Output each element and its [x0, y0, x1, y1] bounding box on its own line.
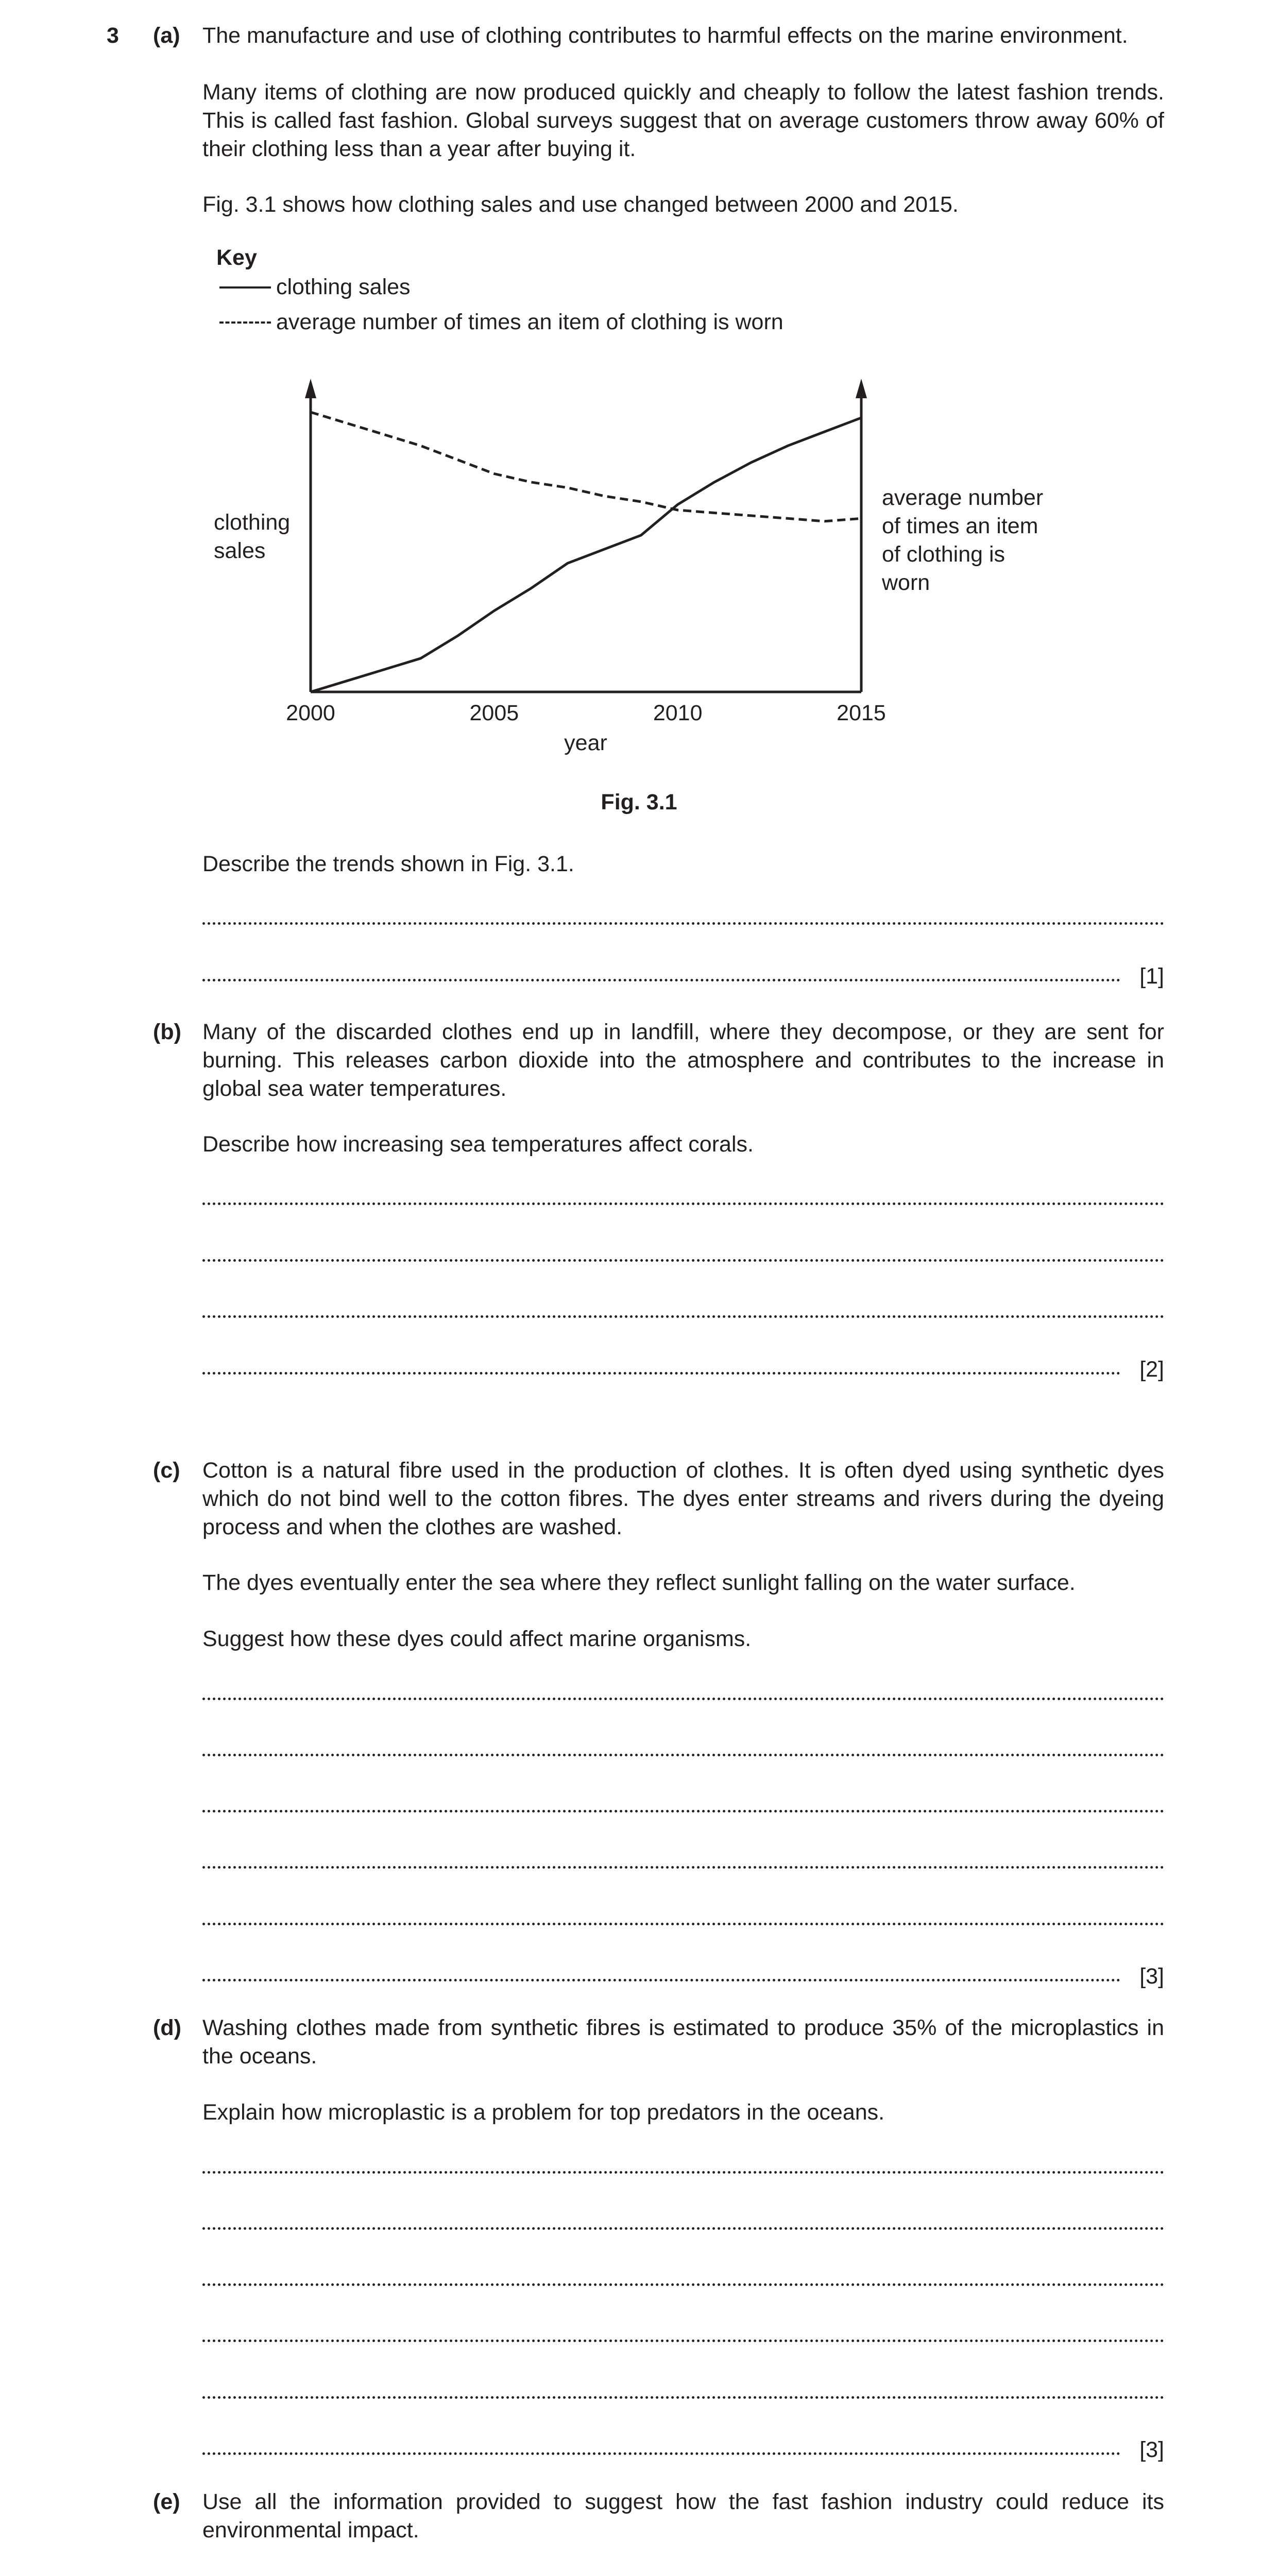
answer-line[interactable]: [202, 1259, 1164, 1262]
part-e-prompt: Use all the information provided to suggest how the fast fashion industry could reduce its environmental impact.: [202, 2489, 1164, 2543]
part-b-label: (b): [153, 1020, 181, 1044]
answer-line[interactable]: [202, 1866, 1164, 1869]
answer-line[interactable]: [202, 2171, 1164, 2174]
right-axis-label: average number of times an item of clothing is worn: [882, 485, 1044, 595]
series-clothing-sales-line: [311, 418, 861, 692]
x-tick-label: 2000: [286, 701, 335, 725]
answer-line[interactable]: [202, 1698, 1164, 1700]
x-tick-label: 2015: [837, 701, 886, 725]
answer-line[interactable]: [202, 1979, 1120, 1981]
answer-line[interactable]: [202, 2396, 1164, 2399]
marks-c: [3]: [1139, 1964, 1164, 1989]
answer-line[interactable]: [202, 979, 1120, 981]
figure-3-1-chart: [0, 0, 1278, 804]
key-item-label: average number of times an item of clothing is worn: [276, 310, 783, 334]
part-a-figure-reference: Fig. 3.1 shows how clothing sales and use changed between 2000 and 2015.: [202, 192, 959, 217]
part-b-prompt: Describe how increasing sea temperatures affect corals.: [202, 1132, 754, 1157]
part-e-label: (e): [153, 2489, 180, 2514]
figure-caption: Fig. 3.1: [601, 790, 677, 815]
marks-d: [3]: [1139, 2437, 1164, 2462]
part-c-context: Cotton is a natural fibre used in the production of clothes. It is often dyed using synthetic dyes which do not bind well to the cotton fibres. The dyes enter streams and rivers during the dyeing process and when the clothes are washed.: [202, 1458, 1164, 1539]
right-axis-arrowhead: [856, 379, 867, 398]
part-a-label: (a): [153, 23, 180, 48]
answer-line[interactable]: [202, 1810, 1164, 1812]
series-times-worn-line: [311, 412, 861, 521]
part-d-prompt: Explain how microplastic is a problem for top predators in the oceans.: [202, 2100, 885, 2125]
question-number: 3: [107, 23, 119, 48]
left-axis-arrowhead: [305, 379, 316, 398]
answer-line[interactable]: [202, 1754, 1164, 1756]
answer-line[interactable]: [202, 2452, 1120, 2455]
x-axis-label: year: [564, 731, 607, 755]
part-a-prompt: Describe the trends shown in Fig. 3.1.: [202, 852, 574, 876]
part-b-context: Many of the discarded clothes end up in landfill, where they decompose, or they are sent for burning. This releases carbon dioxide into the atmosphere and contributes to the increase in global sea water temperatures.: [202, 1020, 1164, 1101]
x-tick-label: 2010: [653, 701, 703, 725]
left-axis-label: clothing sales: [214, 510, 291, 563]
answer-line[interactable]: [202, 1923, 1164, 1925]
part-c-context-2: The dyes eventually enter the sea where they reflect sunlight falling on the water surface.: [202, 1570, 1076, 1595]
marks-a: [1]: [1139, 964, 1164, 989]
answer-line[interactable]: [202, 922, 1164, 925]
x-tick-label: 2005: [469, 701, 519, 725]
marks-b: [2]: [1139, 1357, 1164, 1382]
part-d-context: Washing clothes made from synthetic fibres is estimated to produce 35% of the microplastics in the oceans.: [202, 2015, 1164, 2069]
part-c-label: (c): [153, 1458, 180, 1483]
answer-line[interactable]: [202, 1315, 1164, 1318]
part-a-intro: The manufacture and use of clothing contributes to harmful effects on the marine environment.: [202, 23, 1128, 48]
answer-line[interactable]: [202, 2283, 1164, 2286]
answer-line[interactable]: [202, 2340, 1164, 2342]
part-c-prompt: Suggest how these dyes could affect marine organisms.: [202, 1626, 752, 1651]
answer-line[interactable]: [202, 2227, 1164, 2230]
answer-line[interactable]: [202, 1202, 1164, 1205]
answer-line[interactable]: [202, 1372, 1120, 1375]
part-a-context: Many items of clothing are now produced quickly and cheaply to follow the latest fashion trends. This is called fast fashion. Global surveys suggest that on average customers throw away 60% of their clothing less than a year after buying it.: [202, 80, 1164, 161]
key-title: Key: [216, 245, 257, 270]
part-d-label: (d): [153, 2015, 181, 2040]
key-item-label: clothing sales: [276, 275, 411, 299]
